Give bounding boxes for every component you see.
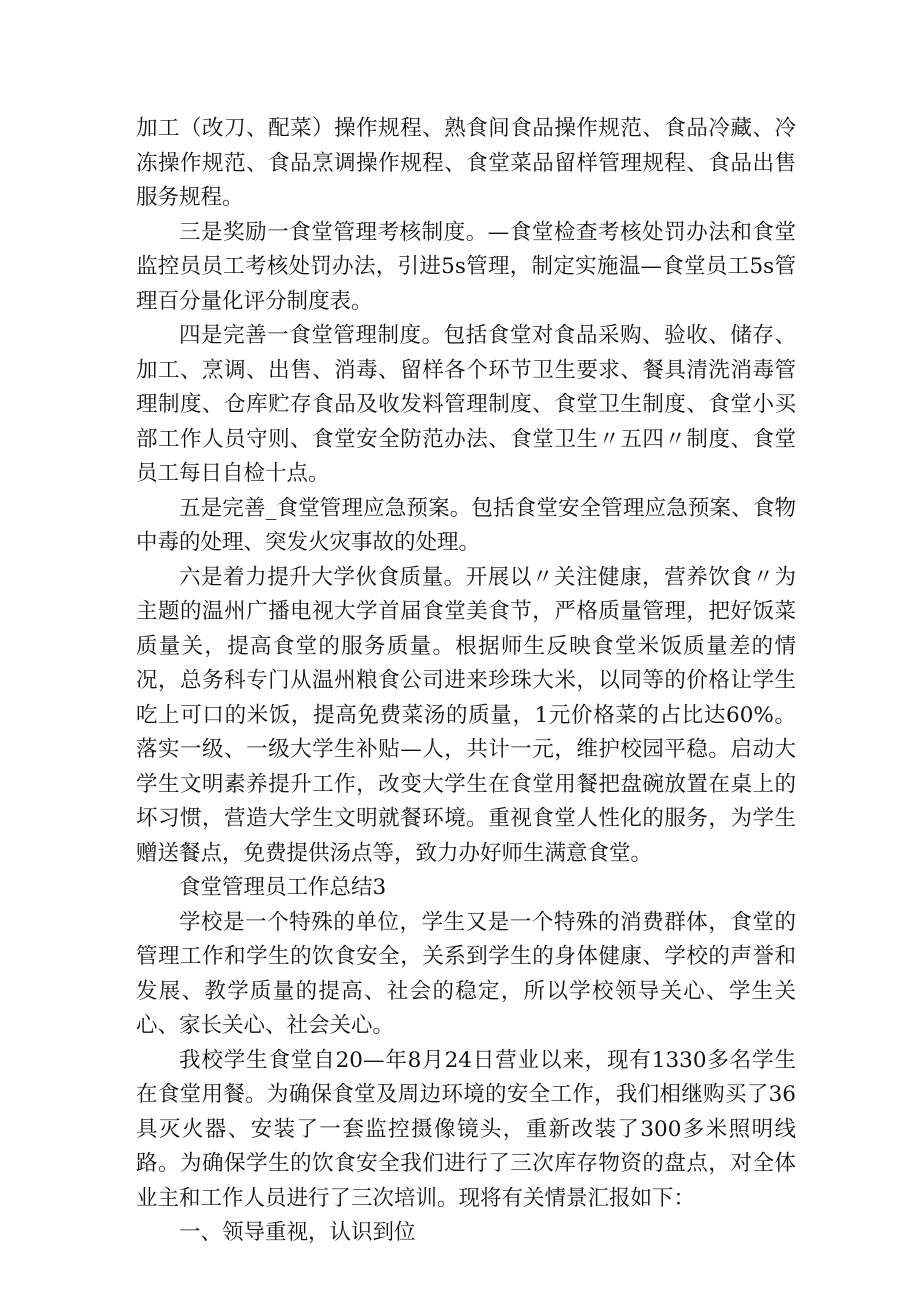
- paragraph-intro: 学校是一个特殊的单位，学生又是一个特殊的消费群体，食堂的管理工作和学生的饮食安全，关系到学生的身体健康、学校的声誉和发展、教学质量的提高、社会的稳定，所以学校领导关心、学生关心、家长关心、社会关心。: [136, 909, 796, 1038]
- paragraph-item-five: 五是完善_食堂管理应急预案。包括食堂安全管理应急预案、食物中毒的处理、突发火灾事故的处理。: [136, 495, 796, 555]
- document-body: [136, 112, 796, 1251]
- section-heading: 食堂管理员工作总结3: [179, 875, 387, 900]
- paragraph-item-six: 六是着力提升大学伙食质量。开展以〃关注健康，营养饮食〃为主题的温州广播电视大学首届食堂美食节，严格质量管理，把好饭菜质量关，提高食堂的服务质量。根据师生反映食堂米饭质量差的情况，总务科专门从温州粮食公司进来珍珠大米，以同等的价格让学生吃上可口的米饭，提高免费菜汤的质量，1元价格菜的占比达60%。落实一级、一级大学生补贴—人，共计一元，维护校园平稳。启动大学生文明素养提升工作，改变大学生在食堂用餐把盘碗放置在桌上的坏习惯，营造大学生文明就餐环境。重视食堂人性化的服务，为学生赠送餐点，免费提供汤点等，致力办好师生满意食堂。: [136, 564, 796, 866]
- paragraph-item-three: 三是奖励一食堂管理考核制度。—食堂检查考核处罚办法和食堂监控员员工考核处罚办法，引进5s管理，制定实施温—食堂员工5s管理百分量化评分制度表。: [136, 219, 796, 314]
- paragraph-overview: 我校学生食堂自20—年8月24日营业以来，现有1330多名学生在食堂用餐。为确保食堂及周边环境的安全工作，我们相继购买了36具灭火器、安装了一套监控摄像镜头，重新改装了300多米照明线路。为确保学生的饮食安全我们进行了三次库存物资的盘点，对全体业主和工作人员进行了三次培训。现将有关情景汇报如下：: [136, 1047, 796, 1211]
- subheading-leadership: 一、领导重视，认识到位: [179, 1220, 416, 1245]
- paragraph-item-four: 四是完善一食堂管理制度。包括食堂对食品采购、验收、储存、加工、烹调、出售、消毒、留样各个环节卫生要求、餐具清洗消毒管理制度、仓库贮存食品及收发料管理制度、食堂卫生制度、食堂小买部工作人员守则、食堂安全防范办法、食堂卫生〃五四〃制度、食堂员工每日自检十点。: [136, 323, 796, 486]
- paragraph-continuation: 加工（改刀、配菜）操作规程、熟食间食品操作规范、食品冷藏、冷冻操作规范、食品烹调操作规程、食堂菜品留样管理规程、食品出售服务规程。: [136, 116, 796, 210]
